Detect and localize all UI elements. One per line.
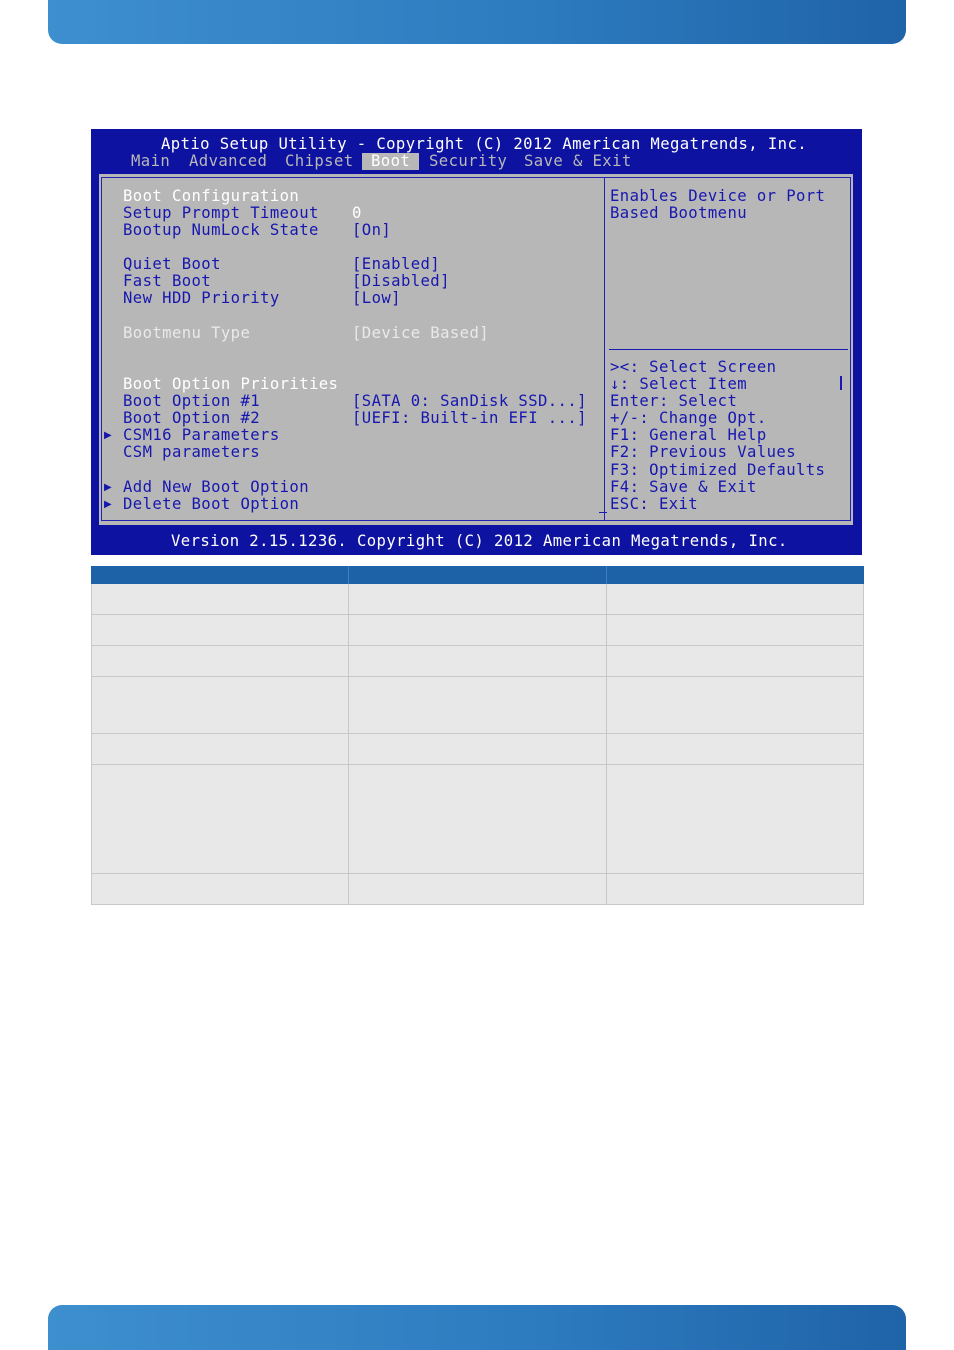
key-help-esc: ESC: Exit [610,495,699,513]
boot-option-2-value[interactable]: [UEFI: Built-in EFI ...] [352,409,587,427]
add-new-boot-option-item[interactable]: Add New Boot Option [123,478,309,496]
help-separator [609,349,848,350]
key-help-f3: F3: Optimized Defaults [610,461,826,479]
new-hdd-priority-value[interactable]: [Low] [352,289,401,307]
table-row [91,615,864,646]
csm-parameters-item[interactable]: CSM parameters [123,443,261,461]
tab-advanced[interactable]: Advanced [189,152,268,170]
setup-prompt-timeout-value[interactable]: 0 [352,204,362,222]
new-hdd-priority-label[interactable]: New HDD Priority [123,289,280,307]
tab-main[interactable]: Main [131,152,171,170]
key-help-f2: F2: Previous Values [610,443,796,461]
table-row [91,765,864,874]
key-help-f1: F1: General Help [610,426,767,444]
footer-band [48,1305,906,1350]
bootmenu-type-label[interactable]: Bootmenu Type [123,324,251,342]
bootup-numlock-state-label[interactable]: Bootup NumLock State [123,221,319,239]
submenu-arrow-icon: ▶ [104,482,112,493]
submenu-arrow-icon: ▶ [104,430,112,441]
bios-title: Aptio Setup Utility - Copyright (C) 2012 American Megatrends, Inc. [161,135,808,153]
bootmenu-type-value[interactable]: [Device Based] [352,324,490,342]
section-boot-option-priorities: Boot Option Priorities [123,375,339,393]
table-row [91,646,864,677]
help-text-line-1: Enables Device or Port [610,187,826,205]
bios-tab-bar [91,153,862,170]
setup-prompt-timeout-label[interactable]: Setup Prompt Timeout [123,204,319,222]
key-help-change-opt: +/-: Change Opt. [610,409,767,427]
section-boot-configuration: Boot Configuration [123,187,300,205]
bios-screen [91,129,862,555]
quiet-boot-label[interactable]: Quiet Boot [123,255,221,273]
submenu-arrow-icon: ▶ [104,499,112,510]
quiet-boot-value[interactable]: [Enabled] [352,255,441,273]
table-row [91,584,864,615]
panel-divider [604,178,605,520]
bootup-numlock-state-value[interactable]: [On] [352,221,392,239]
tab-security[interactable]: Security [429,152,508,170]
table-row [91,874,864,905]
table-row [91,734,864,765]
key-help-enter: Enter: Select [610,392,738,410]
key-help-f4: F4: Save & Exit [610,478,757,496]
tab-boot[interactable]: Boot [362,153,419,170]
bios-footer: Version 2.15.1236. Copyright (C) 2012 American Megatrends, Inc. [171,532,788,550]
boot-option-2-label[interactable]: Boot Option #2 [123,409,261,427]
key-help-select-screen: ><: Select Screen [610,358,777,376]
help-text-line-2: Based Bootmenu [610,204,748,222]
tab-chipset[interactable]: Chipset [285,152,354,170]
table-row [91,677,864,734]
key-help-select-item: ↓: Select Item [610,375,748,393]
fast-boot-label[interactable]: Fast Boot [123,272,212,290]
boot-option-1-value[interactable]: [SATA 0: SanDisk SSD...] [352,392,587,410]
tab-save-exit[interactable]: Save & Exit [524,152,632,170]
fast-boot-value[interactable]: [Disabled] [352,272,450,290]
scrollbar[interactable] [840,376,842,390]
csm16-parameters-item[interactable]: CSM16 Parameters [123,426,280,444]
table-header [91,566,864,584]
delete-boot-option-item[interactable]: Delete Boot Option [123,495,300,513]
bios-main-panel [99,174,853,525]
header-band [48,0,906,44]
boot-option-1-label[interactable]: Boot Option #1 [123,392,261,410]
